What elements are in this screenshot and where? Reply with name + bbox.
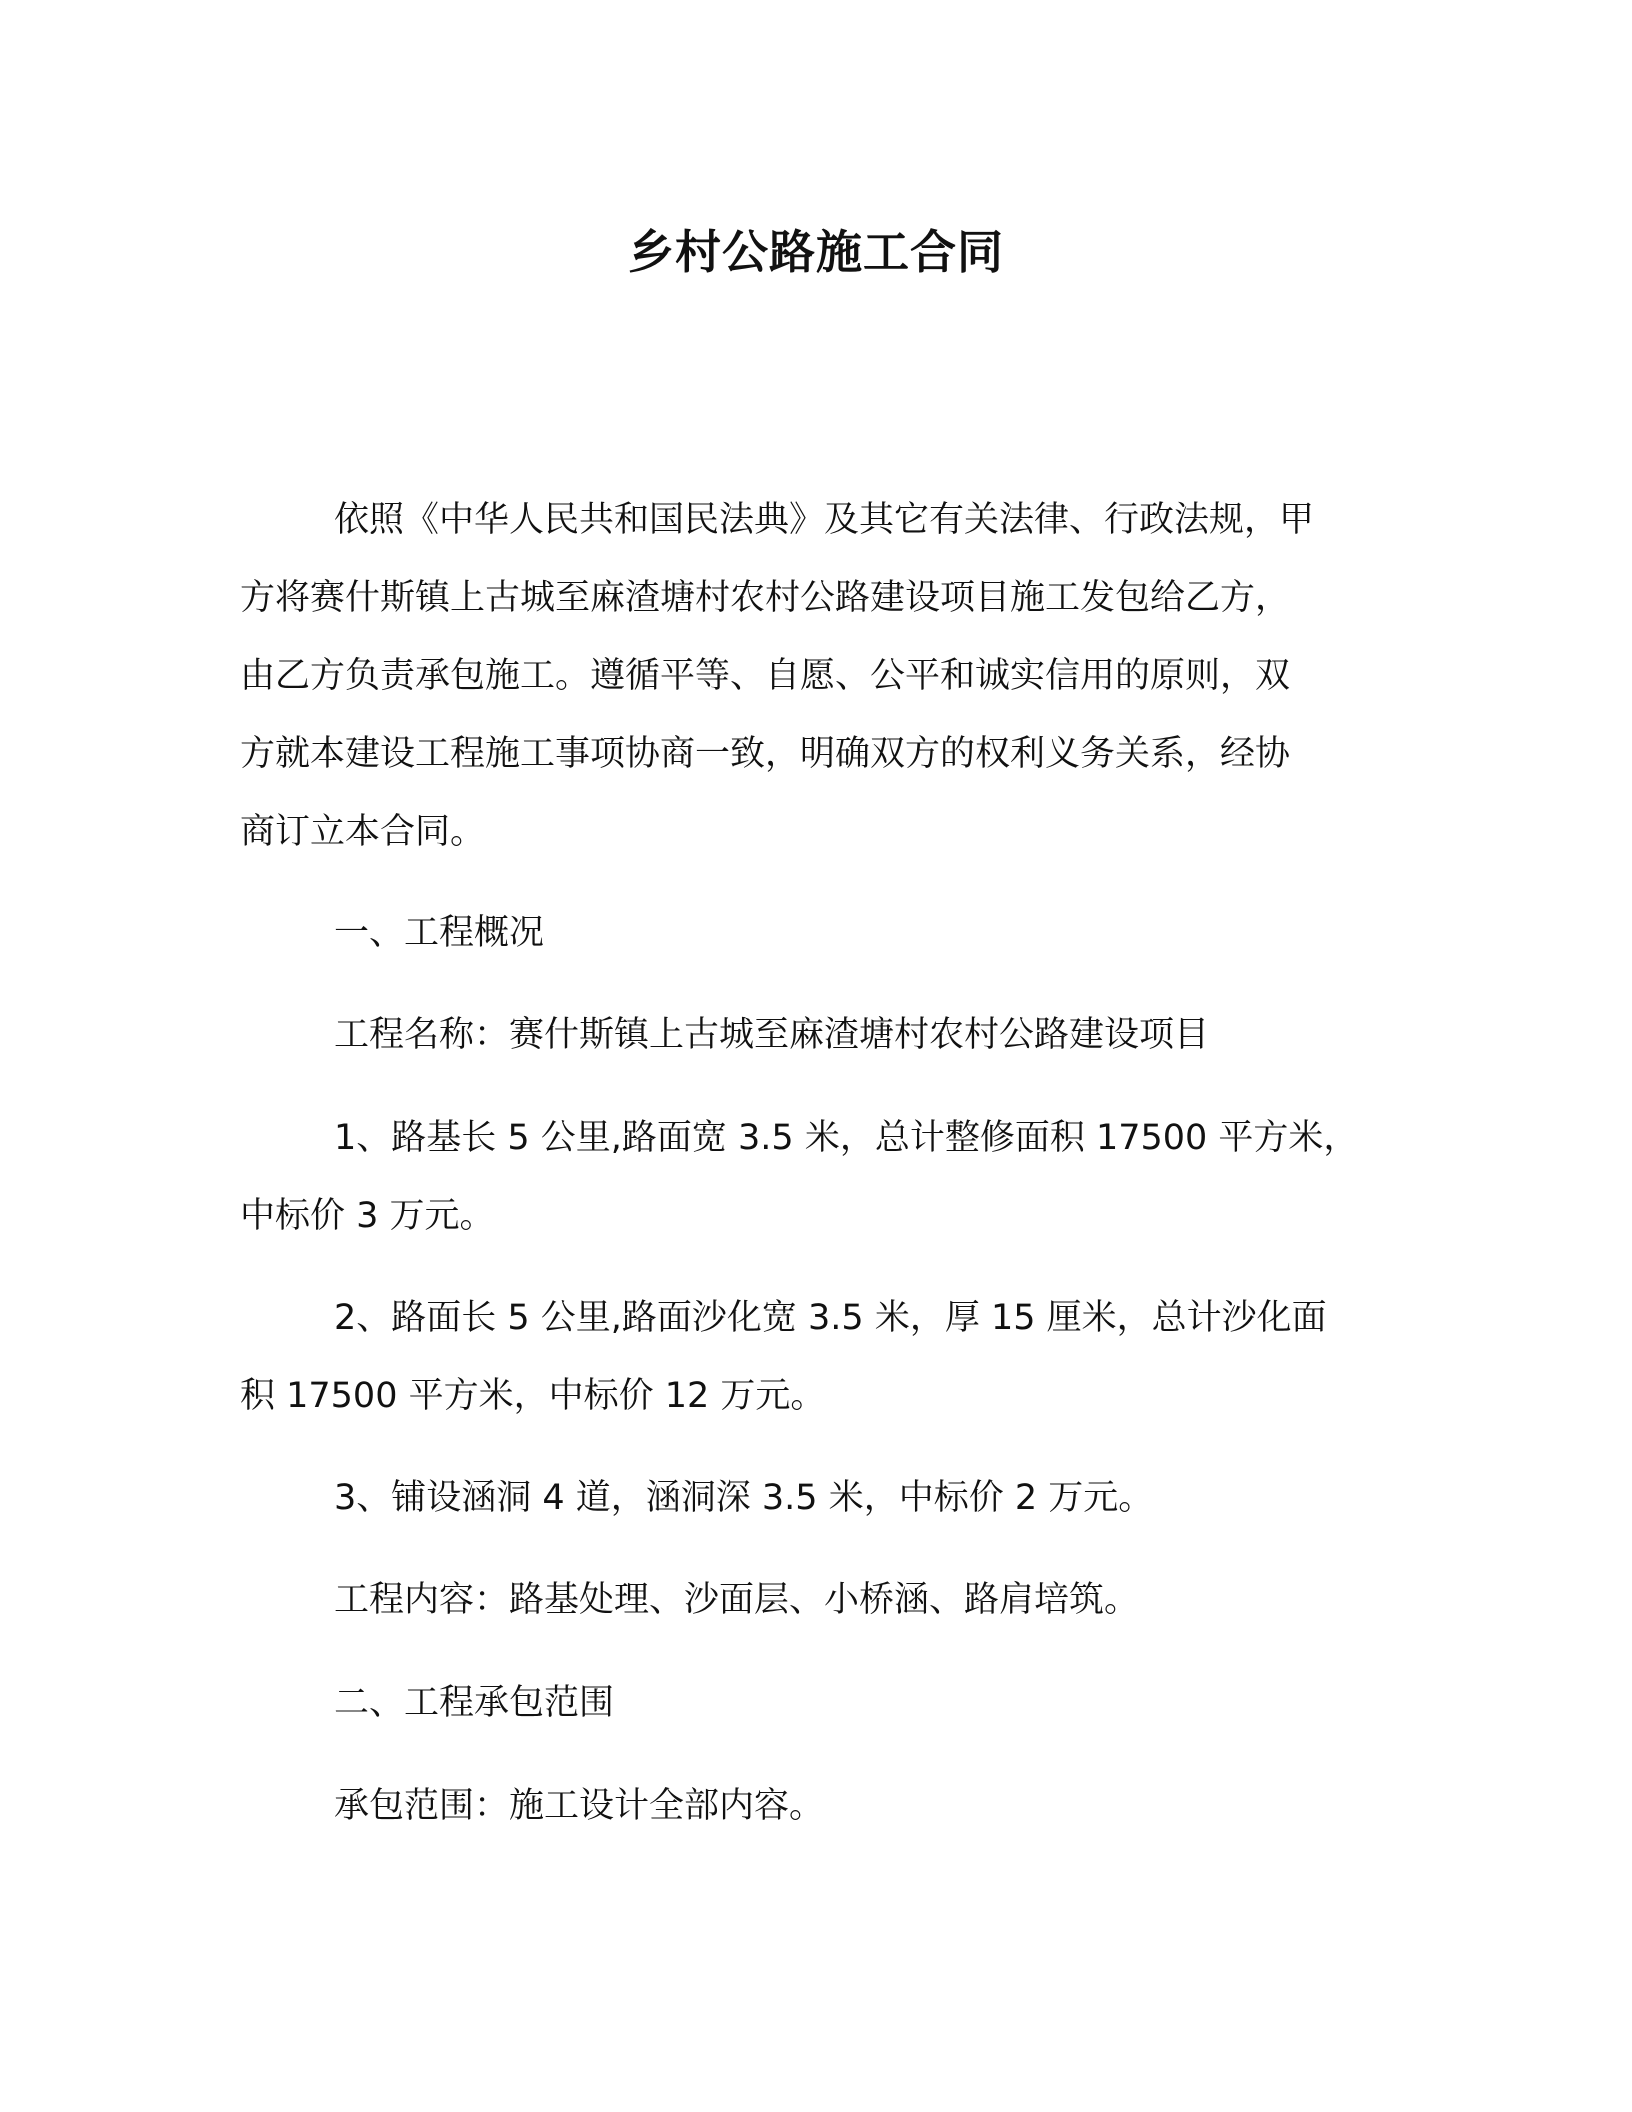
scope: 承包范围：施工设计全部内容。 — [334, 1786, 825, 1826]
intro-line: 商订立本合同。 — [240, 812, 486, 852]
document-title: 乡村公路施工合同 — [628, 225, 1004, 279]
section1-heading: 一、工程概况 — [334, 913, 545, 953]
intro-line: 方将赛什斯镇上古城至麻渣塘村农村公路建设项目施工发包给乙方， — [240, 578, 1291, 618]
intro-line: 方就本建设工程施工事项协商一致，明确双方的权利义务关系，经协 — [240, 734, 1291, 774]
item-1-line: 1、路基长 5 公里,路面宽 3.5 米，总计整修面积 17500 平方米， — [334, 1118, 1359, 1158]
project-name: 工程名称：赛什斯镇上古城至麻渣塘村农村公路建设项目 — [334, 1015, 1210, 1055]
section2-heading: 二、工程承包范围 — [334, 1683, 615, 1723]
project-content: 工程内容：路基处理、沙面层、小桥涵、路肩培筑。 — [334, 1580, 1140, 1620]
item-3: 3、铺设涵洞 4 道，涵洞深 3.5 米，中标价 2 万元。 — [334, 1478, 1154, 1518]
intro-paragraph — [240, 481, 1380, 871]
item-1 — [240, 1099, 1380, 1255]
intro-line: 依照《中华人民共和国民法典》及其它有关法律、行政法规，甲 — [334, 500, 1315, 540]
item-2-line: 积 17500 平方米，中标价 12 万元。 — [240, 1376, 826, 1416]
intro-line: 由乙方负责承包施工。遵循平等、自愿、公平和诚实信用的原则，双 — [240, 656, 1291, 696]
item-1-line: 中标价 3 万元。 — [240, 1196, 495, 1236]
item-2-line: 2、路面长 5 公里,路面沙化宽 3.5 米，厚 15 厘米，总计沙化面 — [334, 1298, 1327, 1338]
item-2 — [240, 1279, 1380, 1435]
